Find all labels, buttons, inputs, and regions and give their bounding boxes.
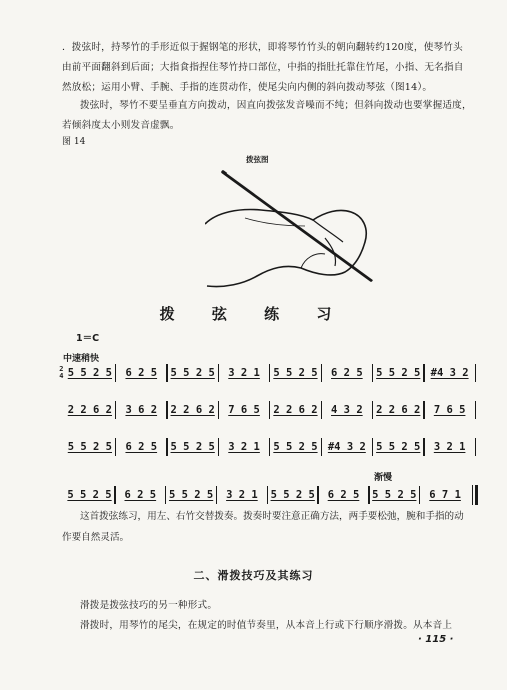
measure: 5 5 2 5 bbox=[376, 441, 421, 453]
measure: 2 2 6 2 bbox=[170, 404, 215, 416]
figure-label: 图 14 bbox=[62, 137, 86, 147]
measure: 5 5 2 5 bbox=[372, 489, 417, 501]
key-signature: 1＝C bbox=[76, 333, 100, 344]
measure: 6 2 5 bbox=[125, 441, 158, 453]
measure: 5 5 2 5 bbox=[67, 367, 113, 379]
measure: 6 2 5 bbox=[331, 367, 363, 379]
score-row bbox=[58, 361, 478, 385]
final-barline-thick bbox=[475, 485, 478, 505]
measure: 7 6 5 bbox=[228, 404, 260, 416]
measure: 5 5 2 5 bbox=[273, 367, 318, 379]
tempo-change-marking: 渐慢 bbox=[374, 473, 393, 483]
section-heading: 二、滑拨技巧及其练习 bbox=[193, 569, 314, 582]
hand-holding-stick-illustration bbox=[205, 168, 385, 296]
hand-outline bbox=[205, 210, 366, 287]
tempo-marking: 中速稍快 bbox=[63, 354, 100, 364]
measure: 5 5 2 5 bbox=[376, 367, 421, 379]
paragraph-2: 拨弦时，琴竹不要呈垂直方向拨动，因直向拨弦发音噪而不纯；但斜向拨动也要掌握适度，若倾斜度太小则发音虚飘。 bbox=[62, 100, 472, 131]
measure: #4 3 2 bbox=[327, 441, 366, 453]
measure: 3 6 2 bbox=[125, 404, 158, 416]
measure: 6 2 5 bbox=[327, 489, 360, 501]
measure: 5 5 2 5 bbox=[273, 441, 318, 453]
paragraph-3: 滑拨是拨弦技巧的另一种形式。 bbox=[80, 600, 218, 611]
measure: 3 2 1 bbox=[433, 441, 466, 453]
measure: 5 5 2 5 bbox=[170, 367, 215, 379]
measure: 6 2 5 bbox=[125, 367, 158, 379]
exercise-title: 拨 弦 练 习 bbox=[159, 305, 348, 323]
measure: 5 5 2 5 bbox=[270, 489, 315, 501]
final-barline-thin bbox=[472, 485, 473, 505]
measure: 3 2 1 bbox=[228, 367, 260, 379]
measure: 3 2 1 bbox=[226, 489, 258, 501]
score-row bbox=[58, 398, 478, 422]
measure: #4 3 2 bbox=[430, 367, 469, 379]
score-row bbox=[58, 435, 478, 459]
measure: 2 2 6 2 bbox=[67, 404, 113, 416]
measure: 6 2 5 bbox=[124, 489, 157, 501]
measure: 5 5 2 5 bbox=[170, 441, 215, 453]
measure: 4 3 2 bbox=[331, 404, 363, 416]
page-number: · 115 · bbox=[418, 634, 454, 645]
figure-caption: 拨弦图 bbox=[246, 155, 269, 164]
paragraph-1: ．拨弦时，持琴竹的手形近似于握钢笔的形状，即将琴竹竹头的朝向翻转约120度，使琴竹头由前平面翻斜到后面；大指食指捏住琴竹持口部位，中指的指肚托靠住竹尾，小指、无名指自然放松；运用小臂、手腕、手指的连贯动作，使尾尖向内侧的斜向拨动琴弦（图14）。 bbox=[62, 42, 464, 93]
measure: 5 5 2 5 bbox=[67, 489, 112, 501]
measure: 7 6 5 bbox=[433, 404, 466, 416]
time-signature: 2 4 bbox=[59, 365, 64, 380]
measure: 3 2 1 bbox=[228, 441, 260, 453]
measure: 5 5 2 5 bbox=[168, 489, 214, 501]
measure: 6 7 1 bbox=[429, 489, 461, 501]
score-row bbox=[58, 483, 478, 507]
measure: 2 2 6 2 bbox=[273, 404, 318, 416]
exercise-note: 这首拨弦练习，用左、右竹交替拨奏。拨奏时要注意正确方法，两手要松弛，腕和手指的动作要自然灵活。 bbox=[62, 511, 464, 543]
paragraph-4: 滑拨时，用琴竹的尾尖，在规定的时值节奏里，从本音上行或下行顺序滑拨。从本音上 bbox=[80, 620, 453, 631]
measure: 5 5 2 5 bbox=[67, 441, 113, 453]
measure: 2 2 6 2 bbox=[376, 404, 421, 416]
